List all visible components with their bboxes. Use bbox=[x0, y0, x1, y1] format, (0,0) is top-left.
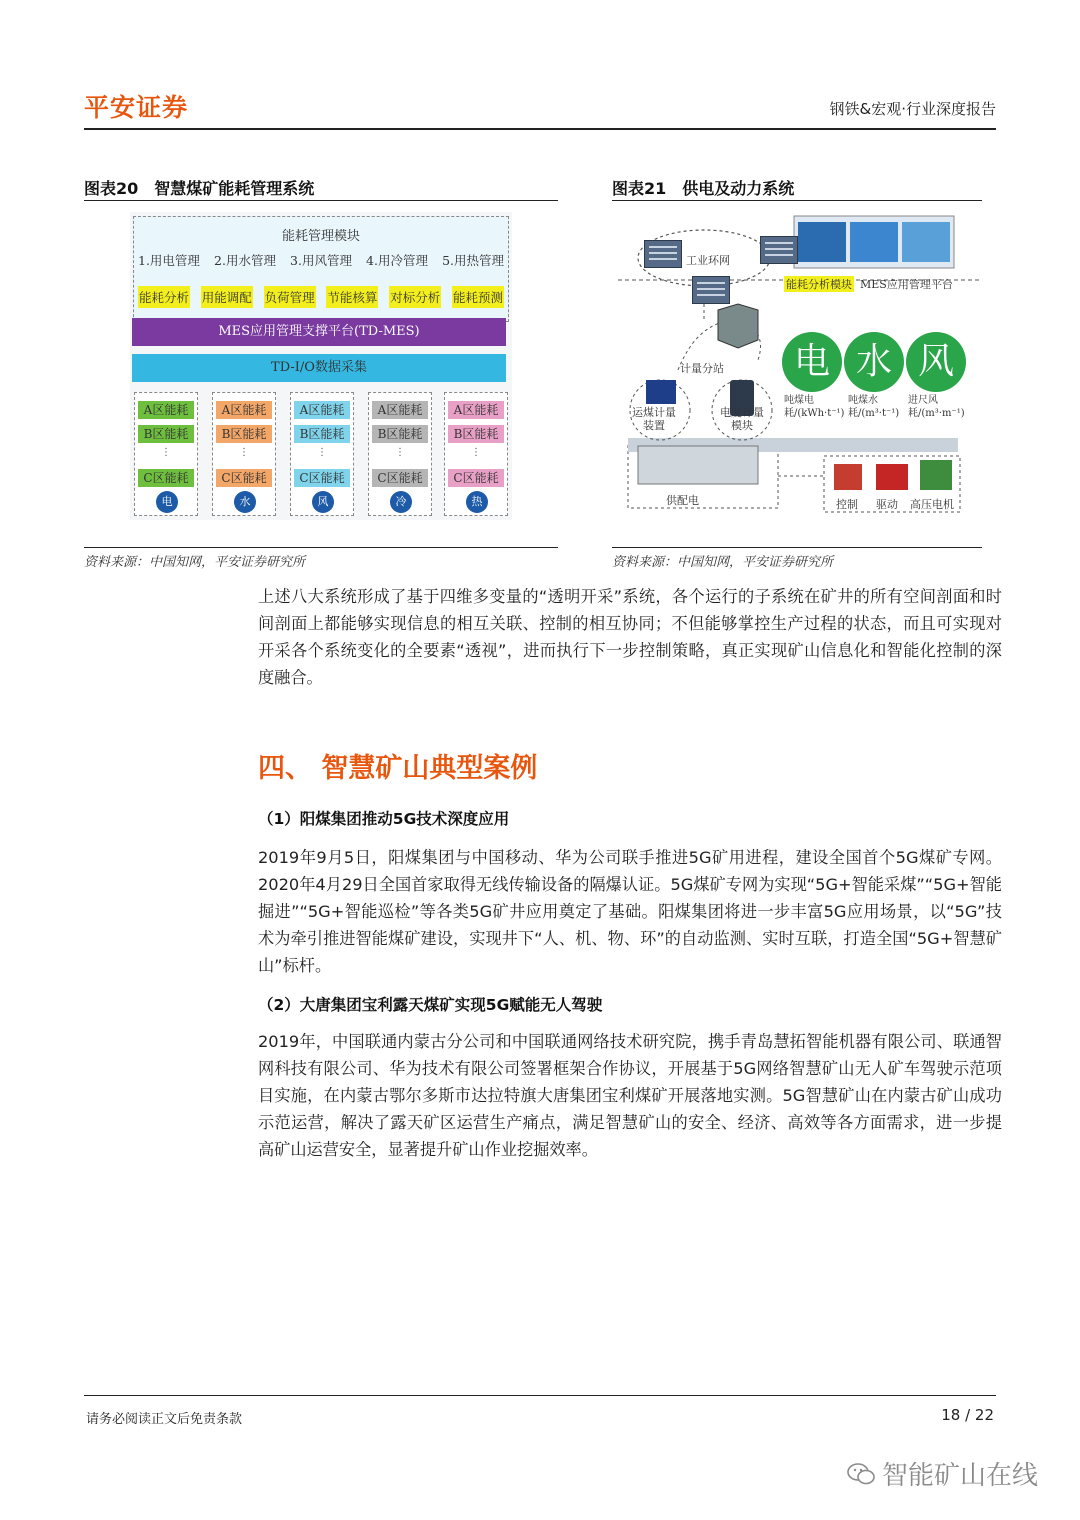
substation-label: 计量分站 bbox=[680, 362, 724, 375]
zone-wind-badge: 风 bbox=[312, 491, 334, 513]
analysis-item: 能耗分析 bbox=[138, 286, 190, 308]
ellipsis: ⋮ bbox=[395, 447, 405, 458]
figure20-top-rule bbox=[84, 200, 558, 201]
analysis-items-row bbox=[138, 285, 504, 309]
figure20-source: 资料来源：中国知网，平安证券研究所 bbox=[84, 555, 306, 570]
analysis-item: 对标分析 bbox=[389, 286, 441, 308]
zone-b-tag: B区能耗 bbox=[294, 425, 350, 443]
mes-platform-bar: MES应用管理支撑平台(TD-MES) bbox=[132, 318, 506, 346]
footer-disclaimer: 请务必阅读正文后免责条款 bbox=[86, 1412, 243, 1427]
zone-b-tag: B区能耗 bbox=[372, 425, 428, 443]
air-unit: 进尺风耗/(m³·m⁻¹) bbox=[908, 395, 965, 419]
analysis-item: 能耗预测 bbox=[452, 286, 504, 308]
zone-c-tag: C区能耗 bbox=[138, 469, 194, 487]
figure21-top-rule bbox=[612, 200, 982, 201]
supply-label: 供配电 bbox=[666, 494, 699, 507]
zone-cold-badge: 冷 bbox=[390, 491, 412, 513]
header-divider bbox=[84, 128, 996, 130]
ellipsis: ⋮ bbox=[239, 447, 249, 458]
watermark bbox=[846, 1455, 1038, 1492]
zone-c-tag: C区能耗 bbox=[372, 469, 428, 487]
zone-a-tag: A区能耗 bbox=[372, 401, 428, 419]
zone-a-tag: A区能耗 bbox=[216, 401, 272, 419]
mgmt-item: 1.用电管理 bbox=[138, 253, 200, 268]
figure20-title: 图表20 智慧煤矿能耗管理系统 bbox=[84, 179, 315, 198]
zone-a-tag: A区能耗 bbox=[294, 401, 350, 419]
figure21-title: 图表21 供电及动力系统 bbox=[612, 179, 795, 198]
analysis-item: 节能核算 bbox=[326, 286, 378, 308]
zone-heat-badge: 热 bbox=[466, 491, 488, 513]
ring-node-rack bbox=[692, 276, 730, 304]
analysis-module-label: 能耗分析模块 bbox=[786, 278, 852, 291]
zone-c-tag: C区能耗 bbox=[294, 469, 350, 487]
zone-water-badge: 水 bbox=[234, 491, 256, 513]
electric-unit: 吨煤电耗/(kWh·t⁻¹) bbox=[784, 395, 845, 419]
paragraph-transparent-mining: 上述八大系统形成了基于四维多变量的“透明开采”系统，各个运行的子系统在矿井的所有空间剖面和时间剖面上都能够实现信息的相互关联、控制的相互协同；不但能够掌控生产过程的状态，而且可实现对开采各个系统变化的全要素“透视”，进而执行下一步控制策略，真正实现矿山信息化和智能化控制的深度融合。 bbox=[258, 587, 1002, 687]
module-title: 能耗管理模块 bbox=[281, 229, 360, 244]
ellipsis: ⋮ bbox=[317, 447, 327, 458]
zone-column-wind bbox=[290, 392, 354, 516]
figure21-diagram bbox=[618, 210, 980, 522]
zone-column-cold bbox=[368, 392, 432, 516]
zone-a-tag: A区能耗 bbox=[448, 401, 504, 419]
watermark-text: 智能矿山在线 bbox=[882, 1461, 1039, 1491]
report-type: 钢铁&宏观·行业深度报告 bbox=[829, 100, 996, 118]
figure20-diagram bbox=[130, 212, 512, 520]
wechat-icon bbox=[846, 1461, 876, 1487]
section-title: 四、 智慧矿山典型案例 bbox=[258, 753, 538, 784]
figure20-bottom-rule bbox=[84, 547, 558, 548]
power-meter-label: 电度计量模块 bbox=[720, 406, 764, 432]
mgmt-item: 5.用热管理 bbox=[442, 253, 504, 268]
zone-column-electric bbox=[134, 392, 198, 516]
figure21-bottom-rule bbox=[612, 547, 982, 548]
wind-badge: 风 bbox=[906, 332, 966, 392]
mgmt-item: 3.用风管理 bbox=[290, 253, 352, 268]
analysis-item: 负荷管理 bbox=[264, 286, 316, 308]
ellipsis: ⋮ bbox=[161, 447, 171, 458]
zone-b-tag: B区能耗 bbox=[216, 425, 272, 443]
zone-c-tag: C区能耗 bbox=[448, 469, 504, 487]
ring-node-rack bbox=[760, 236, 798, 264]
zone-electric-badge: 电 bbox=[156, 491, 178, 513]
mes-platform-label: MES应用管理平台 bbox=[860, 278, 953, 291]
footer-divider bbox=[84, 1395, 996, 1396]
page-number: 18 / 22 bbox=[941, 1406, 994, 1424]
zone-column-heat bbox=[444, 392, 508, 516]
device-drive: 驱动 bbox=[876, 498, 898, 511]
water-badge: 水 bbox=[844, 332, 904, 392]
case1-title: （1）阳煤集团推动5G技术深度应用 bbox=[258, 810, 510, 828]
energy-module-box bbox=[133, 216, 509, 322]
electric-badge: 电 bbox=[782, 332, 842, 392]
zone-column-water bbox=[212, 392, 276, 516]
brand-logo: 平安证券 bbox=[84, 93, 189, 122]
device-control: 控制 bbox=[836, 498, 858, 511]
coal-meter-label: 运煤计量装置 bbox=[632, 406, 676, 432]
analysis-item: 用能调配 bbox=[201, 286, 253, 308]
zone-b-tag: B区能耗 bbox=[448, 425, 504, 443]
device-hv-motor: 高压电机 bbox=[910, 498, 954, 511]
zone-a-tag: A区能耗 bbox=[138, 401, 194, 419]
ellipsis: ⋮ bbox=[471, 447, 481, 458]
figure21-source: 资料来源：中国知网，平安证券研究所 bbox=[612, 555, 834, 570]
mgmt-item: 4.用冷管理 bbox=[366, 253, 428, 268]
water-unit: 吨煤水耗/(m³·t⁻¹) bbox=[848, 395, 900, 419]
ring-label: 工业环网 bbox=[686, 254, 730, 267]
tdio-bar: TD-I/O数据采集 bbox=[132, 354, 506, 382]
zone-c-tag: C区能耗 bbox=[216, 469, 272, 487]
case2-text: 2019年，中国联通内蒙古分公司和中国联通网络技术研究院，携手青岛慧拓智能机器有限公司、联通智网科技有限公司、华为技术有限公司签署框架合作协议，开展基于5G网络智慧矿山无人矿车驾驶示范项目实施，在内蒙古鄂尔多斯市达拉特旗大唐集团宝利煤矿开展落地实测。5G智慧矿山在内蒙古矿山成功示范运营，解决了露天矿区运营生产痛点，满足智慧矿山的安全、经济、高效等各方面需求，进一步提高矿山运营安全，显著提升矿山作业挖掘效率。 bbox=[258, 1032, 1002, 1159]
ring-node-rack bbox=[644, 240, 682, 268]
case2-title: （2）大唐集团宝利露天煤矿实现5G赋能无人驾驶 bbox=[258, 996, 603, 1014]
case1-text: 2019年9月5日，阳煤集团与中国移动、华为公司联手推进5G矿用进程，建设全国首个5G煤矿专网。2020年4月29日全国首家取得无线传输设备的隔爆认证。5G煤矿专网为实现“5G+智能采煤”“5G+智能掘进”“5G+智能巡检”等各类5G矿井应用奠定了基础。阳煤集团将进一步丰富5G应用场景，以“5G”技术为牵引推进智能煤矿建设，实现井下“人、机、物、环”的自动监测、实时互联，打造全国“5G+智慧矿山”标杆。 bbox=[258, 848, 1002, 975]
zone-b-tag: B区能耗 bbox=[138, 425, 194, 443]
mgmt-item: 2.用水管理 bbox=[214, 253, 276, 268]
mgmt-items-row bbox=[138, 251, 504, 269]
